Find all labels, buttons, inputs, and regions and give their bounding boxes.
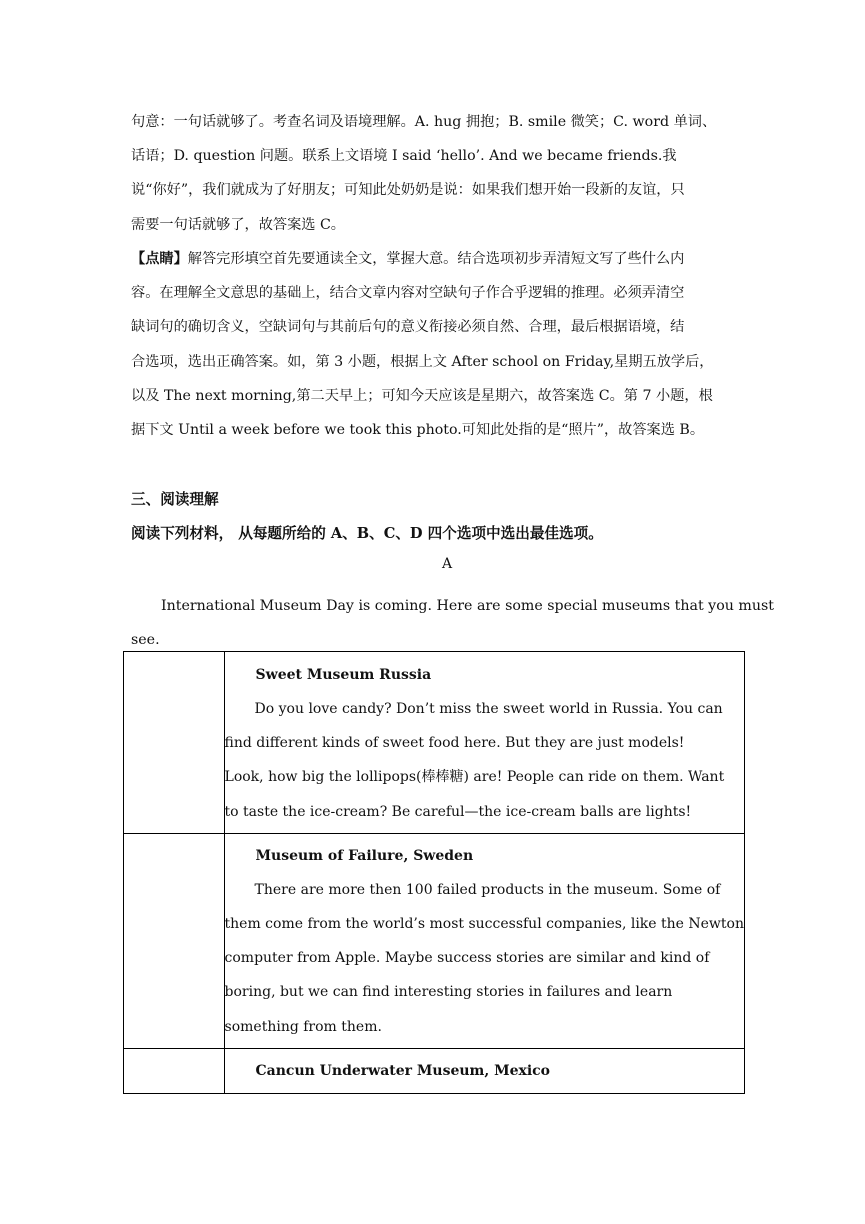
description-line: find different kinds of sweet food here. But they are just models! [224, 735, 685, 752]
tips-line: 据下文 Until a week before we took this photo.可知此处指的是“照片”，故答案选 B。 [131, 422, 705, 439]
passage-label: A [442, 556, 453, 572]
museum-cell [224, 1048, 744, 1093]
museum-title: Sweet Museum Russia [255, 667, 432, 683]
description-line: Do you love candy? Don’t miss the sweet world in Russia. You can [254, 701, 723, 717]
explanation-line: 句意：一句话就够了。考查名词及语境理解。A. hug 拥抱；B. smile 微笑；C. word 单词、 [131, 114, 717, 130]
description-line: them come from the world’s most successful companies, like the Newton [224, 916, 744, 933]
museum-description [225, 873, 744, 1044]
section-instruction: 阅读下列材料， 从每题所给的 A、B、C、D 四个选项中选出最佳选项。 [131, 525, 603, 542]
intro-line: see. [131, 632, 160, 649]
description-line: something from them. [224, 1018, 382, 1035]
explanation-line: 需要一句话就够了，故答案选 C。 [131, 216, 345, 233]
table-row [124, 833, 745, 1048]
description-line: to taste the ice-cream? Be careful—the ice-cream balls are lights! [224, 803, 692, 820]
table-cell-empty [124, 1048, 225, 1093]
tips-text: 解答完形填空首先要通读全文，掌握大意。结合选项初步弄清短文写了些什么内 [187, 251, 685, 267]
museum-cell [224, 652, 744, 834]
museum-title: Museum of Failure, Sweden [255, 847, 474, 864]
museum-description [225, 692, 744, 829]
description-line: Look, how big the lollipops(棒棒糖) are! People can ride on them. Want [224, 769, 725, 786]
tips-line [131, 242, 737, 276]
tips-paragraph [131, 242, 737, 447]
museum-table [123, 651, 745, 1094]
tips-line: 合选项，选出正确答案。如，第 3 小题，根据上文 After school on Friday,星期五放学后， [131, 353, 714, 370]
answer-explanation [131, 105, 737, 242]
tips-line: 容。在理解全文意思的基础上，结合文章内容对空缺句子作合乎逻辑的推理。必须弄清空 [131, 285, 685, 302]
explanation-line: 说“你好”，我们就成为了好朋友；可知此处奶奶是说：如果我们想开始一段新的友谊，只 [131, 182, 685, 199]
table-cell-empty [124, 652, 225, 834]
table-cell-empty [124, 833, 225, 1048]
section-title: 三、阅读理解 [131, 491, 219, 508]
description-line: There are more then 100 failed products in the museum. Some of [254, 881, 721, 898]
explanation-line: 话语；D. question 问题。联系上文语境 I said ‘hello’. And we became friends.我 [131, 148, 677, 165]
passage-intro [131, 589, 774, 657]
tips-line: 以及 The next morning,第二天早上；可知今天应该是星期六，故答案选 C。第 7 小题，根 [131, 387, 713, 404]
description-line: computer from Apple. Maybe success stories are similar and kind of [224, 950, 710, 967]
description-line: boring, but we can find interesting stories in failures and learn [224, 984, 673, 1001]
intro-line: International Museum Day is coming. Here are some special museums that you must [161, 598, 774, 614]
museum-cell [224, 833, 744, 1048]
museum-title: Cancun Underwater Museum, Mexico [255, 1062, 551, 1079]
table-row [124, 652, 745, 834]
tips-line: 缺词句的确切含义，空缺词句与其前后句的意义衔接必须自然、合理，最后根据语境，结 [131, 319, 685, 336]
tips-label: 【点睛】 [131, 251, 188, 267]
table-row [124, 1048, 745, 1093]
